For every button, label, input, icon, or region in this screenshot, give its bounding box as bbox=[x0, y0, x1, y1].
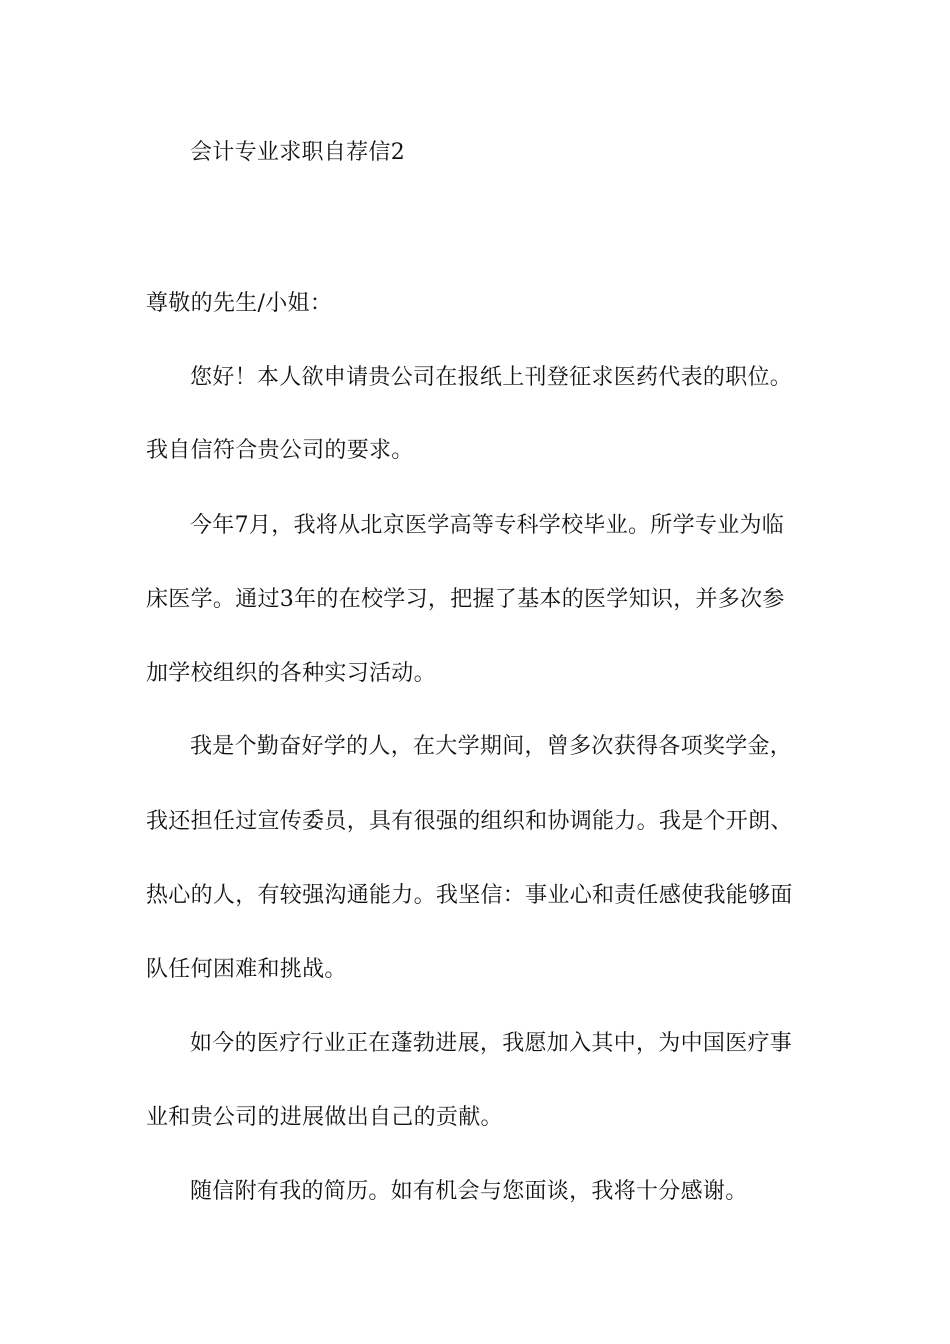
paragraph-line: 我是个勤奋好学的人，在大学期间，曾多次获得各项奖学金， bbox=[190, 734, 793, 759]
paragraph-line: 我自信符合贵公司的要求。 bbox=[146, 438, 414, 463]
paragraph-line: 如今的医疗行业正在蓬勃进展，我愿加入其中，为中国医疗事 bbox=[190, 1031, 793, 1056]
paragraph-line: 床医学。通过3年的在校学习，把握了基本的医学知识，并多次参 bbox=[146, 587, 785, 612]
paragraph-line: 您好！本人欲申请贵公司在报纸上刊登征求医药代表的职位。 bbox=[190, 365, 793, 390]
paragraph-line: 我还担任过宣传委员，具有很强的组织和协调能力。我是个开朗、 bbox=[146, 809, 793, 834]
document-title: 会计专业求职自荐信2 bbox=[190, 140, 405, 165]
paragraph-line: 随信附有我的简历。如有机会与您面谈，我将十分感谢。 bbox=[190, 1179, 748, 1204]
paragraph-line: 队任何困难和挑战。 bbox=[146, 957, 347, 982]
paragraph-line: 加学校组织的各种实习活动。 bbox=[146, 661, 436, 686]
paragraph-line: 业和贵公司的进展做出自己的贡献。 bbox=[146, 1105, 503, 1130]
paragraph-line: 今年7月，我将从北京医学高等专科学校毕业。所学专业为临 bbox=[190, 513, 785, 538]
salutation: 尊敬的先生/小姐： bbox=[146, 291, 333, 316]
paragraph-line: 热心的人，有较强沟通能力。我坚信：事业心和责任感使我能够面 bbox=[146, 883, 793, 908]
